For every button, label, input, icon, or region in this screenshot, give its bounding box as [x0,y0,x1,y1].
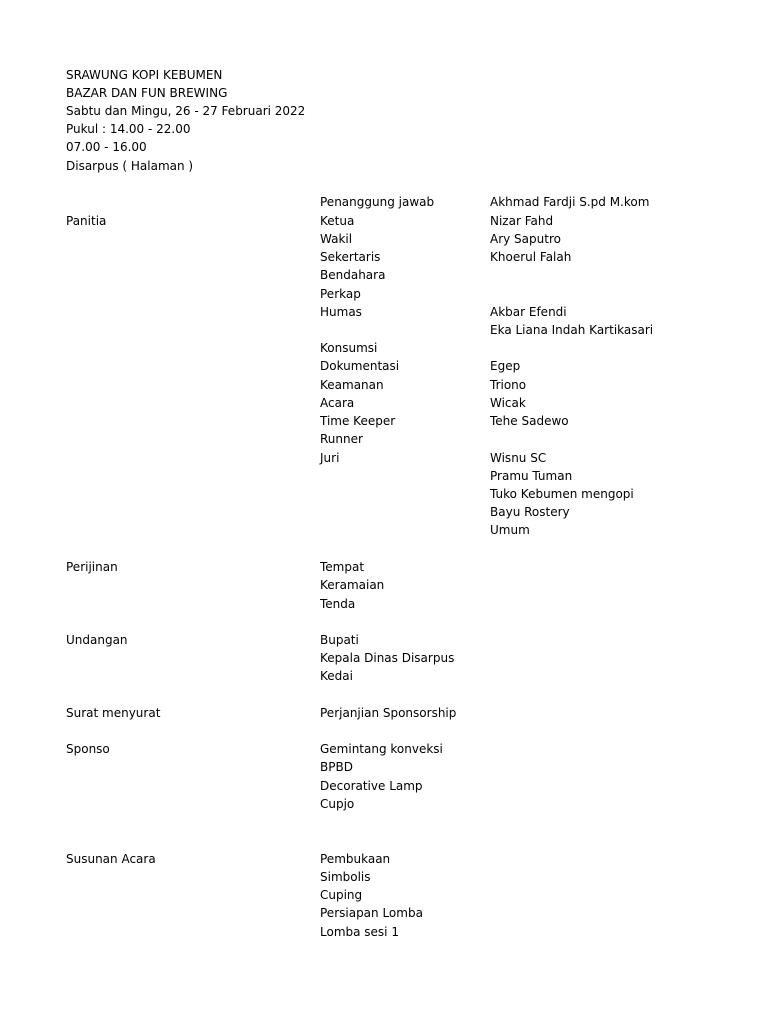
role-item: Time Keeper [320,414,396,428]
list-item: Lomba sesi 1 [320,925,399,939]
list-item: Kepala Dinas Disarpus [320,651,455,665]
person-name: Ary Saputro [490,232,561,246]
section-label-undangan: Undangan [66,633,128,647]
list-item: Pembukaan [320,852,391,866]
role-item: Juri [320,451,340,465]
list-item: Cupjo [320,797,355,811]
role-item: Konsumsi [320,341,378,355]
event-location: Disarpus ( Halaman ) [66,159,194,173]
event-title: SRAWUNG KOPI KEBUMEN [66,68,223,82]
section-label-sponso: Sponso [66,742,110,756]
list-item: Gemintang konveksi [320,742,443,756]
event-time-2: 07.00 - 16.00 [66,140,147,154]
person-name: Akbar Efendi [490,305,567,319]
person-name: Wicak [490,396,526,410]
person-name: Egep [490,359,521,373]
event-date: Sabtu dan Mingu, 26 - 27 Februari 2022 [66,104,306,118]
event-subtitle: BAZAR DAN FUN BREWING [66,86,228,100]
list-item: Simbolis [320,870,371,884]
list-item: Tenda [320,597,356,611]
person-name: Akhmad Fardji S.pd M.kom [490,195,650,209]
person-name: Khoerul Falah [490,250,572,264]
list-item: Keramaian [320,578,385,592]
event-time: Pukul : 14.00 - 22.00 [66,122,191,136]
list-item: Decorative Lamp [320,779,423,793]
list-item: BPBD [320,760,353,774]
list-item: Cuping [320,888,363,902]
list-item: Tempat [320,560,365,574]
role-item: Penanggung jawab [320,195,435,209]
section-label-susunan-acara: Susunan Acara [66,852,156,866]
person-name: Umum [490,523,530,537]
list-item: Bupati [320,633,359,647]
person-name: Triono [490,378,527,392]
role-item: Wakil [320,232,353,246]
person-name: Wisnu SC [490,451,547,465]
role-item: Keamanan [320,378,384,392]
role-item: Acara [320,396,355,410]
list-item: Kedai [320,669,353,683]
section-label-perijinan: Perijinan [66,560,118,574]
role-item: Ketua [320,214,355,228]
person-name: Eka Liana Indah Kartikasari [490,323,654,337]
list-item: Persiapan Lomba [320,906,423,920]
role-item: Humas [320,305,362,319]
person-name: Pramu Tuman [490,469,573,483]
person-name: Nizar Fahd [490,214,554,228]
person-name: Tehe Sadewo [490,414,569,428]
role-item: Dokumentasi [320,359,400,373]
person-name: Bayu Rostery [490,505,570,519]
role-item: Perkap [320,287,361,301]
section-label-surat-menyurat: Surat menyurat [66,706,161,720]
role-item: Runner [320,432,363,446]
person-name: Tuko Kebumen mengopi [490,487,634,501]
role-item: Bendahara [320,268,386,282]
section-label-panitia: Panitia [66,214,107,228]
list-item: Perjanjian Sponsorship [320,706,457,720]
role-item: Sekertaris [320,250,381,264]
